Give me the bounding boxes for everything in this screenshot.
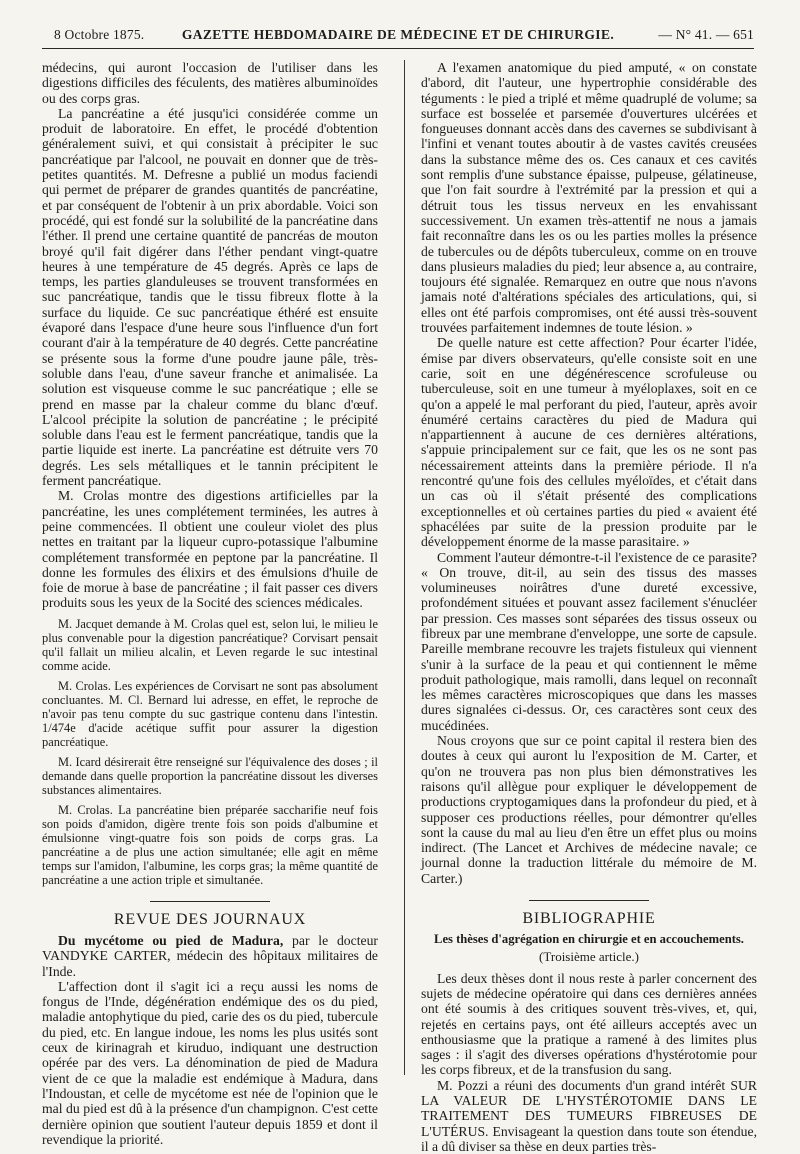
discussion-paragraph: M. Icard désirerait être renseigné sur l'équivalence des doses ; il demande dans quelle proportion la pancréatine dissout les diverses substances alimentaires.: [42, 754, 378, 797]
article-title: Du mycétome ou pied de Madura,: [58, 932, 284, 948]
paragraph: Nous croyons que sur ce point capital il restera bien des doutes à ceux qui auront lu l'exposition de M. Carter, et qu'on ne trouvera pas non plus bien démonstratives les raisons qu'il allègue pour expliquer le développement de productions cryptogamiques dans la profondeur du pied, et à supposer ces productions réelles, pour démontrer qu'elles sont la cause du mal au lieu d'en être un effet plus ou moins indirect. (The Lancet et Archives de médecine navale; ce journal donne la traduction littérale du mémoire de M. Carter.): [421, 733, 757, 886]
discussion-block: [42, 617, 378, 887]
paragraph: M. Pozzi a réuni des documents d'un grand intérêt SUR LA VALEUR DE L'HYSTÉROTOMIE DANS LE TRAITEMENT DES TUMEURS FIBREUSES DE L'UTÉRUS. Envisageant la question dans toute son étendue, il a dû diviser sa thèse en deux parties très-: [421, 1077, 757, 1154]
paragraph: Comment l'auteur démontre-t-il l'existence de ce parasite? « On trouve, dit-il, au sein des tissus des masses volumineuses noirâtres d'une dureté excessive, profondément situées et pouvant assez facilement s'énucléer par pression. Ces masses sont séparées des tissus osseux ou fibreux par une membrane d'enveloppe, une sorte de capsule. Pareille membrane recouvre les trajets fistuleux qui viennent s'unir à la surface de la peau et qui contiennent le même produit pathologique, mais ramolli, dans lequel on reconnaît les mêmes caractères microscopiques que dans les masses dures signalées ci-dessus. Or, ces caractères sont ceux des mucédinées.: [421, 549, 757, 733]
paragraph: Les deux thèses dont il nous reste à parler concernent des sujets de médecine opératoire qui dans ces dernières années ont été soumis à des critiques souvent très-vives, et, qui, rejetés en certains pays, ont été ailleurs acceptés avec un enthousiasme que la pratique a ramené à des limites plus sages : il s'agit des diverses opérations d'hystérotomie pour les corps fibreux, et de la transfusion du sang.: [421, 970, 757, 1078]
paragraph: La pancréatine a été jusqu'ici considérée comme un produit de laboratoire. En effet, le procédé d'obtention généralement suivi, et qui consistait à précipiter le suc pancréatique par l'alcool, ne pouvait en donner que de très-petites quantités. M. Defresne a publié un modus faciendi qui permet de préparer de grandes quantités de pancréatine, et par conséquent de l'obtenir à un prix abordable. Voici son procédé, qui est fondé sur la solubilité de la pancréatine dans l'éther. Il prend une certaine quantité de pancréas de mouton broyé qu'il fait digérer dans l'éther pendant vingt-quatre heures à une température de 45 degrés. Après ce laps de temps, les parties glanduleuses se trouvent transformées en suc pancréatique, tandis que le tissu fibreux flotte à la surface du liquide. Ce suc pancréatique éthéré est ensuite évaporé dans l'espace d'une heure sous l'influence d'un fort courant d'air à la température de 40 degrés. Cette pancréatine se présente sous la forme d'une poudre jaune pâle, très-soluble dans l'eau, d'une saveur franche et animalisée. La solution est visqueuse comme le suc pancréatique ; elle se prend en masse par la chaleur comme du blanc d'œuf. L'alcool précipite la solution de pancréatine ; le précipité soluble dans l'eau est le ferment pancréatique, tandis que la partie liquide est inerte. La pancréatine est détruite vers 70 degrés. Les sels métalliques et le tannin précipitent le ferment pancréatique.: [42, 105, 378, 489]
discussion-paragraph: M. Jacquet demande à M. Crolas quel est, selon lui, le milieu le plus convenable pour la digestion pancréatique? Corvisart pensait qu'il fallait un milieu alcalin, et Leven regarde le suc intestinal comme acide.: [42, 616, 378, 673]
left-column: [42, 60, 378, 1147]
discussion-paragraph: M. Crolas. Les expériences de Corvisart ne sont pas absolument concluantes. M. Cl. Bernard lui adresse, en effet, le reproche de n'avoir pas tenu compte du suc gastrique contenu dans l'intestin. 1/474e d'acide acétique suffit pour assurer la digestion pancréatique.: [42, 678, 378, 749]
subsection-title: Les thèses d'agrégation en chirurgie et en accouchements.: [434, 932, 744, 947]
page-header: [42, 27, 754, 45]
article-byline: par le docteur VANDYKE CARTER, médecin des hôpitaux militaires de l'Inde.: [42, 932, 378, 979]
paragraph: médecins, qui auront l'occasion de l'utiliser dans les digestions difficiles des féculents, des matières albuminoïdes ou des corps gras.: [42, 60, 378, 106]
paragraph: De quelle nature est cette affection? Pour écarter l'idée, émise par divers observateurs, qu'elle consiste soit en une carie, soit en une dégénérescence scrofuleuse ou tuberculeuse, soit en une tumeur à myéloplaxes, soit en ce qu'on a appelé le mal perforant du pied, l'auteur, après avoir énuméré certains caractères du pied de Madura qui n'appartiennent à aucune de ces dernières altérations, s'appuie principalement sur ce fait, que les os ne sont pas nécessairement atteints dans la première période. Il n'a rencontré qu'une fois des cellules myéloïdes, et c'était dans un cas où il s'était présenté des complications exceptionnelles et où certaines parties du pied « avaient été sphacélées par suite de la pression produite par le développement énorme de la masse parasitaire. »: [421, 335, 757, 550]
paragraph: M. Crolas montre des digestions artificielles par la pancréatine, les unes complétement terminées, les autres à peine commencées. Il obtient une couleur violet des plus nettes en traitant par la liqueur cupro-potassique l'albumine complétement transformée en peptone par la pancréatine. Il donne les formules des élixirs et des émulsions d'huile de foie de morue à base de pancréatine ; il fait passer ces divers produits sous les yeux de la Socité des sciences médicales.: [42, 488, 378, 611]
header-number-page: — N° 41. — 651: [658, 27, 754, 42]
section-title: REVUE DES JOURNAUX: [113, 910, 307, 928]
header-title: GAZETTE HEBDOMADAIRE DE MÉDECINE ET DE CHIRURGIE.: [181, 27, 615, 42]
subsection-subtitle: (Troisième article.): [539, 949, 639, 965]
paragraph: A l'examen anatomique du pied amputé, « on constate d'abord, dit l'auteur, une hypertrophie considérable des téguments : le pied a triplé et même quadruplé de volume; sa surface est bosselée et parsemée d'ouvertures ulcérées et fongueuses donnant accès dans des cavernes se subdivisant à l'infini et venant toutes aboutir à de vastes cavités creusées dans la substance même des os. Ces canaux et ces cavités sont remplis d'une substance épaisse, pulpeuse, gélatineuse, que l'on fait sourdre à l'extrémité par la pression et qui a détruit tous les tissus nerveux en les envahissant successivement. Un examen très-attentif ne nous a jamais fait reconnaître dans les os ou les parties molles la présence de tubercules ou de dépôts tuberculeux, comme on en trouve dans plusieurs maladies du pied; leur absence a, au contraire, toujours été signalée. Remarquez en outre que nous n'avons jamais noté d'altérations spéciales des articulations, qui, si elles ont été parfois compromises, ont été aussi très-souvent trouvées parfaitement indemnes de toute lésion. »: [421, 60, 757, 336]
section-rule: [150, 901, 270, 902]
column-divider: [404, 60, 405, 1075]
section-rule: [529, 900, 649, 901]
header-date: 8 Octobre 1875.: [54, 27, 145, 42]
section-title: BIBLIOGRAPHIE: [522, 910, 656, 928]
article-heading: [42, 933, 378, 979]
discussion-paragraph: M. Crolas. La pancréatine bien préparée saccharifie neuf fois son poids d'amidon, digère trente fois son poids d'albumine et émulsionne vingt-quatre fois son poids de corps gras. La pancréatine a de plus une action simultanée; elle agit en même temps sur l'amidon, l'albumine, les corps gras; la même quantité de pancréatine a une action triple et simultanée.: [42, 802, 378, 887]
header-rule: [42, 48, 754, 49]
right-column: [421, 60, 757, 1154]
paragraph: L'affection dont il s'agit ici a reçu aussi les noms de fongus de l'Inde, dégénération endémique des os du pied, maladie antophytique du pied, carie des os du pied, tubercule du pied, etc. En langue indoue, les noms les plus usités sont ceux de kirinagrah et kiruduo, indiquant une destruction opérée par des vers. La dénomination de pied de Madura vient de ce que la maladie est endémique à Madura, dans l'Indoustan, et celle de mycétome est née de l'opinion que le mal du pied est dû à la présence d'un champignon. C'est cette dernière opinion que soutient l'auteur depuis 1859 et dont il revendique la priorité.: [42, 978, 378, 1147]
